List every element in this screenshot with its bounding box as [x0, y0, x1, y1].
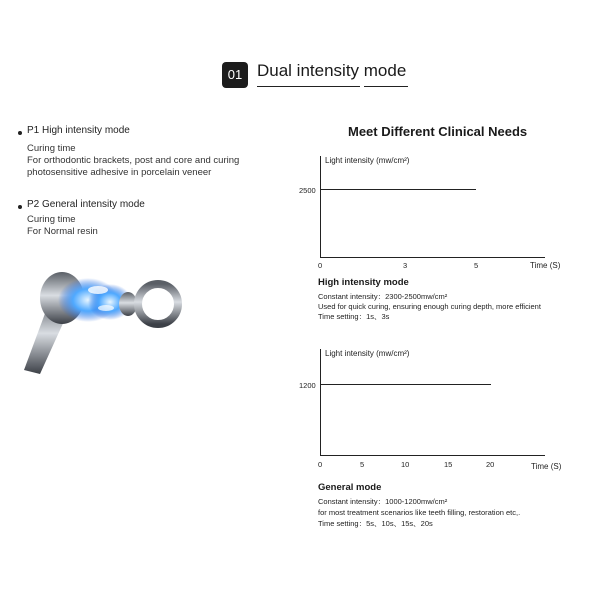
- chart1-intensity-line: [320, 189, 476, 190]
- title-underline-left: [257, 86, 360, 87]
- chart2-y-tick-1200: 1200: [299, 381, 316, 390]
- chart2-y-axis: [320, 349, 321, 456]
- chart2-x-tick-5: 5: [360, 460, 365, 469]
- p2-line-2: For Normal resin: [27, 226, 98, 237]
- bullet-p2: [18, 205, 22, 209]
- chart2-x-axis: [320, 455, 545, 456]
- chart2-x-tick-10: 10: [401, 460, 410, 469]
- p1-title: P1 High intensity mode: [27, 125, 130, 136]
- chart1-y-axis-label: Light intensity (mw/cm²): [325, 156, 410, 165]
- p1-line-3: photosensitive adhesive in porcelain veneer: [27, 167, 212, 178]
- chart1-x-axis-label: Time (S): [530, 261, 561, 270]
- chart2-y-axis-label: Light intensity (mw/cm²): [325, 349, 410, 358]
- right-title: Meet Different Clinical Needs: [348, 124, 528, 139]
- chart2-desc-2: for most treatment scenarios like teeth filling, restoration etc,.: [318, 508, 521, 517]
- chart2-x-axis-label: Time (S): [531, 462, 562, 471]
- chart1-y-axis: [320, 156, 321, 258]
- chart1-desc-3: Time setting：1s、3s: [318, 312, 390, 321]
- chart2-x-tick-20: 20: [486, 460, 495, 469]
- p2-title: P2 General intensity mode: [27, 199, 145, 210]
- chart2-heading: General mode: [318, 482, 382, 493]
- p1-line-1: Curing time: [27, 143, 76, 154]
- chart2-desc-3: Time setting：5s、10s、15s、20s: [318, 519, 433, 528]
- chart1-x-tick-5: 5: [474, 261, 479, 270]
- section-title: Dual intensity mode: [257, 61, 407, 80]
- bullet-p1: [18, 131, 22, 135]
- chart1-x-axis: [320, 257, 545, 258]
- p2-line-1: Curing time: [27, 214, 76, 225]
- chart2-desc-1: Constant intensity：1000-1200mw/cm²: [318, 497, 448, 506]
- chart2-x-tick-0: 0: [318, 460, 323, 469]
- chart1-x-tick-0: 0: [318, 261, 323, 270]
- chart1-heading: High intensity mode: [318, 277, 409, 288]
- title-underline-right: [364, 86, 408, 87]
- chart1-y-tick-2500: 2500: [299, 186, 316, 195]
- chart1-desc-1: Constant intensity：2300-2500mw/cm²: [318, 292, 448, 301]
- chart1-desc-2: Used for quick curing, ensuring enough curing depth, more efficient: [318, 302, 541, 311]
- chart2-intensity-line: [320, 384, 491, 385]
- chart1-x-tick-3: 3: [403, 261, 408, 270]
- p1-line-2: For orthodontic brackets, post and core and curing: [27, 155, 240, 166]
- curing-light-tip-illustration: [10, 250, 200, 380]
- section-number-badge: 01: [222, 62, 248, 88]
- chart2-x-tick-15: 15: [444, 460, 453, 469]
